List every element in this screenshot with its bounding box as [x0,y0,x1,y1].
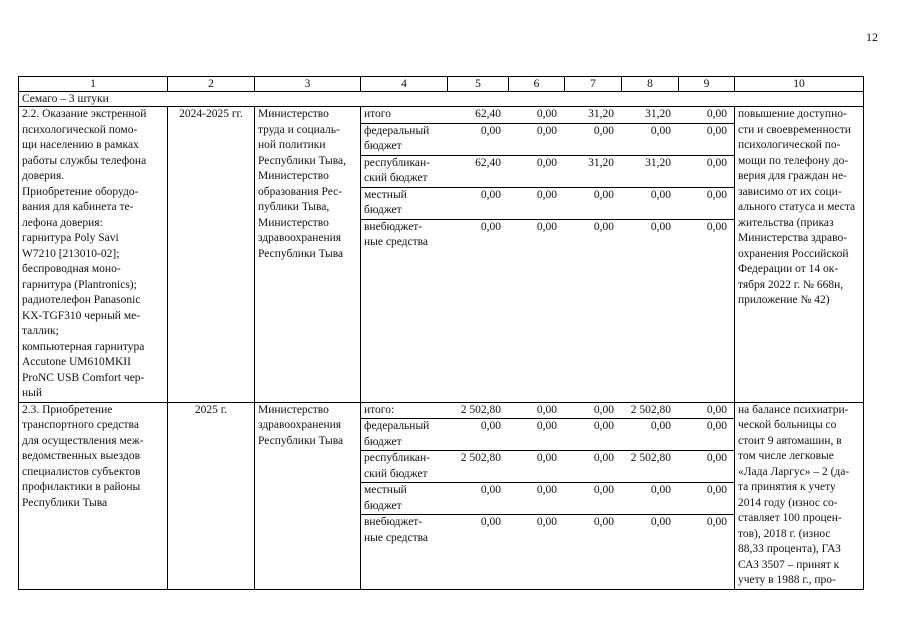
amount-cell: 0,00 [448,187,509,219]
amount-cell: 0,00 [565,123,622,155]
amount-cell: 0,00 [509,451,565,483]
amount-cell: 0,00 [509,123,565,155]
column-number: 2 [168,77,255,92]
amount-cell: 0,00 [536,220,557,233]
column-number: 10 [735,77,864,92]
carryover-row [19,92,864,107]
funding-row [361,419,735,451]
amount-cell: 0,00 [509,107,565,123]
amount-cell: 31,20 [565,107,622,123]
amount-cell: 0,00 [650,516,671,528]
amount-cell: 0,00 [480,220,501,233]
amount-cell: 62,40 [448,155,509,187]
funding-row [361,483,735,515]
period-cell: 2024-2025 гг. [168,107,255,403]
funding-block [361,402,735,589]
carryover-text: Семаго – 3 штуки [19,92,864,107]
executors-cell: Министерство труда и социаль- ной политики Республики Тыва, Министерство образования Рес- публики Тыва, Министерство здравоохранения Республики Тыва [255,107,361,403]
funding-source: республикан- ский бюджет [361,451,448,483]
amount-cell: 0,00 [650,220,671,233]
amount-cell: 0,00 [509,155,565,187]
funding-row [361,515,735,547]
funding-source: республикан- ский бюджет [361,155,448,187]
period-cell: 2025 г. [168,402,255,589]
funding-row [361,219,735,251]
amount-cell: 0,00 [565,451,622,483]
column-number: 3 [255,77,361,92]
amount-cell: 0,00 [448,419,509,451]
amount-cell: 2 502,80 [448,403,509,419]
amount-cell: 0,00 [706,516,727,528]
funding-source: федеральный бюджет [361,419,448,451]
amount-cell: 0,00 [536,516,557,528]
amount-cell: 0,00 [448,123,509,155]
amount-cell: 0,00 [593,516,614,528]
amount-cell: 0,00 [622,419,679,451]
funding-row [361,451,735,483]
amount-cell: 0,00 [679,123,735,155]
column-number: 7 [565,77,622,92]
funding-source: федеральный бюджет [361,123,448,155]
amount-cell: 0,00 [706,220,727,233]
page-number: 12 [866,30,878,44]
funding-source: итого [361,107,448,123]
amount-cell: 2 502,80 [622,403,679,419]
funding-row [361,107,735,123]
amount-cell: 0,00 [509,483,565,515]
amount-cell: 0,00 [622,187,679,219]
funding-source: местный бюджет [361,187,448,219]
amount-cell: 0,00 [679,155,735,187]
amount-cell: 0,00 [480,516,501,528]
funding-source: местный бюджет [361,483,448,515]
column-number-row [19,77,864,92]
amount-cell: 31,20 [622,107,679,123]
column-number: 1 [19,77,168,92]
column-number: 6 [509,77,565,92]
funding-row [361,187,735,219]
funding-row [361,155,735,187]
amount-cell: 0,00 [679,403,735,419]
amount-cell: 2 502,80 [448,451,509,483]
activity-description: 2.2. Оказание экстренной психологической помо- щи населению в рамках работы службы телефона доверия. Приобретение оборудо- вания для кабинета те- лефона доверия: гарнитура Poly Savi W7210 [213010-02]; беспроводная моно- гарнитура (Plantronics); радиотелефон Panasonic KX-TGF310 черный ме- таллик; компьютерная гарнитура Accutone UM610MKII ProNC USB Comfort чер- ный [19,107,168,403]
column-number: 8 [622,77,679,92]
expected-result: повышение доступно- сти и своевременности психологической по- мощи по телефону до- верия для граждан не- зависимо от их соци- ального статуса и места жительства (приказ Министерства здраво- охранения Российской Федерации от 14 ок- тября 2022 г. № 668н, приложение № 42) [735,107,864,403]
funding-row [361,403,735,419]
activity-description: 2.3. Приобретение транспортного средства для осуществления меж- ведомственных выездов специалистов субъектов профилактики в районы Республики Тыва [19,402,168,589]
expected-result: на балансе психиатри- ческой больницы со стоит 9 автомашин, в том числе легковые «Лада Ларгус» – 2 (да- та принятия к учету 2014 году (износ со- ставляет 100 процен- тов), 2018 г. (износ 88,33 процента), ГАЗ САЗ 3507 – принят к учету в 1988 г., про- [735,402,864,589]
funding-table [361,403,735,547]
amount-cell: 0,00 [622,123,679,155]
amount-cell: 0,00 [565,187,622,219]
column-number: 5 [448,77,509,92]
amount-cell: 0,00 [509,403,565,419]
amount-cell: 0,00 [622,483,679,515]
amount-cell: 31,20 [622,155,679,187]
amount-cell: 0,00 [565,419,622,451]
executors-cell: Министерство здравоохранения Республики Тыва [255,402,361,589]
amount-cell: 62,40 [448,107,509,123]
funding-table [361,107,735,251]
funding-row [361,123,735,155]
amount-cell: 0,00 [565,483,622,515]
amount-cell: 0,00 [679,107,735,123]
amount-cell: 0,00 [509,419,565,451]
amount-cell: 0,00 [679,483,735,515]
amount-cell: 0,00 [448,483,509,515]
table-row [19,107,864,403]
program-table [18,76,864,590]
amount-cell: 0,00 [679,451,735,483]
amount-cell: 0,00 [509,187,565,219]
amount-cell: 2 502,80 [622,451,679,483]
funding-block [361,107,735,403]
funding-source: итого: [361,403,448,419]
amount-cell: 0,00 [593,220,614,233]
amount-cell: 0,00 [679,187,735,219]
table-row [19,402,864,589]
funding-source: внебюджет- ные средства [364,220,429,248]
funding-source: внебюджет- ные средства [364,516,429,544]
amount-cell: 0,00 [679,419,735,451]
amount-cell: 0,00 [565,403,622,419]
column-number: 4 [361,77,448,92]
column-number: 9 [679,77,735,92]
amount-cell: 31,20 [565,155,622,187]
